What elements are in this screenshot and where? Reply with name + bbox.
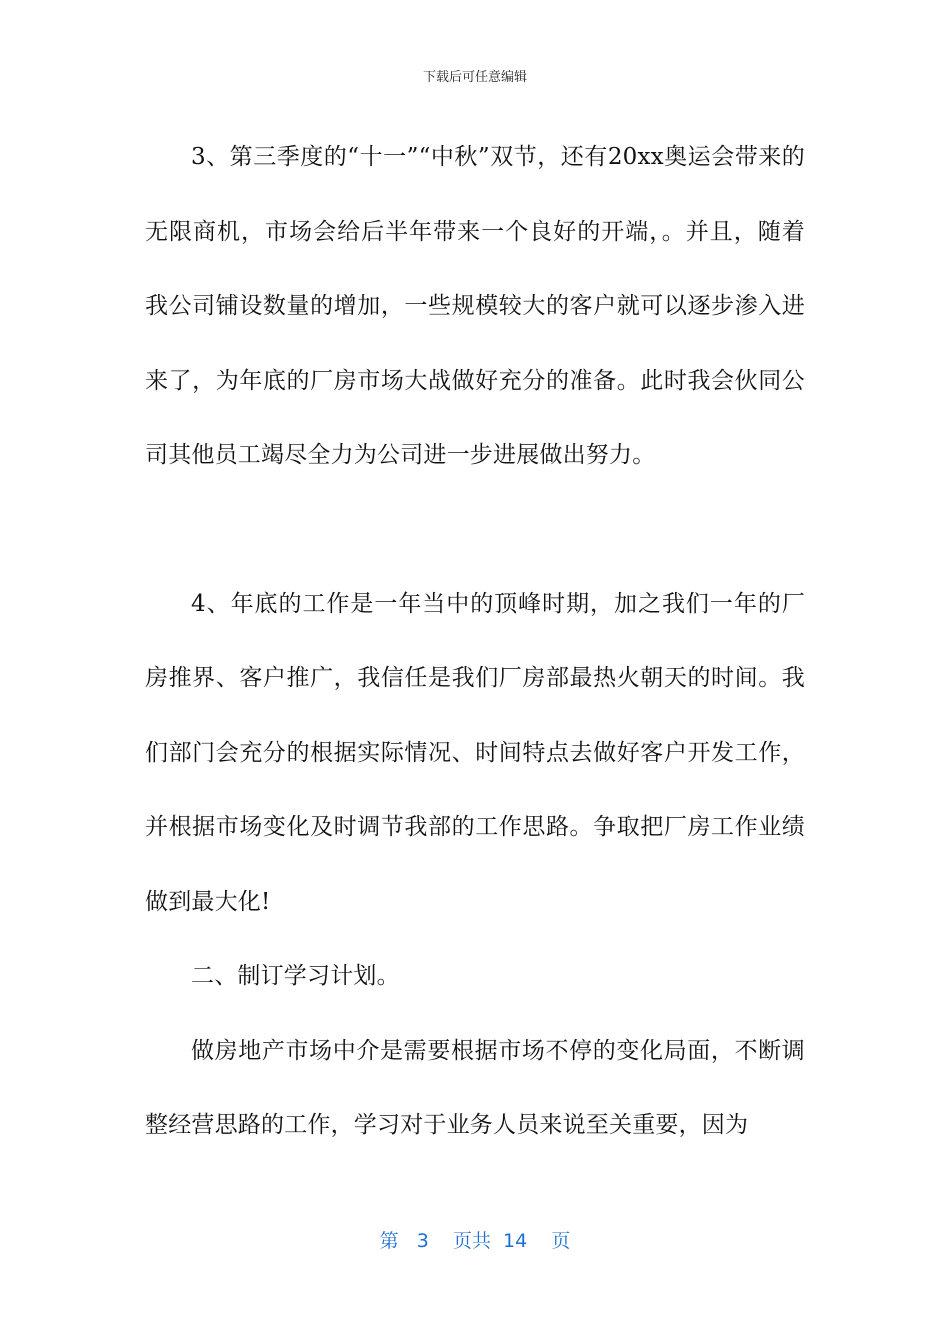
paragraph-spacer	[145, 493, 805, 567]
section-heading-study-plan: 二、制订学习计划。	[191, 963, 400, 989]
paragraph-year-end-plan: 4、年底的工作是一年当中的顶峰时期，加之我们一年的厂房推界、客户推广，我信任是我们厂房部最热火朝天的时间。我们部门会充分的根据实际情况、时间特点去做好客户开发工作，并根据市场变化及时调节我部的工作思路。争取把厂房工作业绩做到最大化!	[145, 590, 805, 915]
document-body	[145, 120, 805, 1163]
page-header: 下载后可任意编辑	[422, 70, 527, 85]
paragraph-q3-plan: 3、第三季度的“十一”“中秋”双节，还有20xx奥运会带来的无限商机，市场会给后半年带来一个良好的开端，。并且，随着我公司铺设数量的增加，一些规模较大的客户就可以逐步渗入进来了，为年底的厂房市场大战做好充分的准备。此时我会伙同公司其他员工竭尽全力为公司进一步进展做出努力。	[145, 144, 805, 468]
paragraph-study-intro: 做房地产市场中介是需要根据市场不停的变化局面，不断调整经营思路的工作，学习对于业务人员来说至关重要，因为	[145, 1037, 805, 1138]
page-number-footer: 第 3 页共 14 页	[379, 1230, 571, 1252]
